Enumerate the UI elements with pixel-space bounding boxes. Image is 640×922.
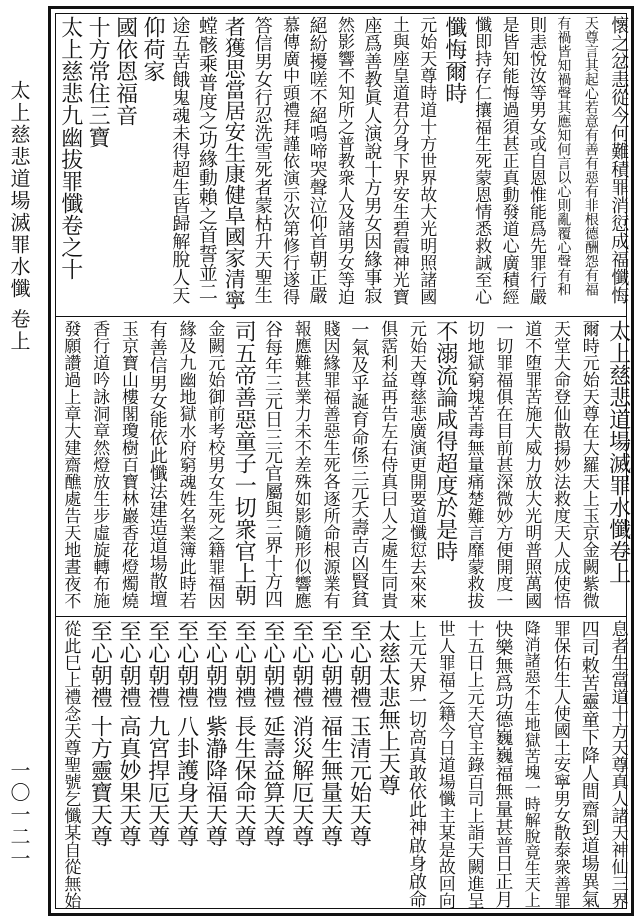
page-frame-inner <box>55 13 631 909</box>
text-column: 答信男女行忍洗雪死者蒙枯升天聖生 <box>251 16 273 304</box>
text-column: 上元天界一切高真敢依此神啟身啟命 <box>406 620 427 908</box>
text-column: 途五苦餓鬼魂未得超生皆歸解脫人天 <box>169 16 191 304</box>
text-column: 絕紛擾嗟不絕鳴啼哭聲泣仰首朝正嚴 <box>306 16 328 304</box>
text-column: 則恚悅汝等男女或自恩惟能爲先罪行嚴 <box>526 16 546 305</box>
text-column: 司五帝善惡童子一切衆官上朝 <box>231 320 257 606</box>
text-column: 十方常住三寶 <box>85 16 111 148</box>
text-column: 慕傳廣中頭禮拜謹依演示次第修行遂得 <box>279 16 300 305</box>
register-divider-1 <box>56 316 626 317</box>
text-column: 有禍皆知禍聲其應知何言以心則亂覆心聲有和 <box>555 16 572 296</box>
text-column: 至心朝禮 紫瀞降福天尊 <box>202 620 228 847</box>
text-column: 者獲思當居安生康健阜國家清寧 <box>222 16 247 310</box>
text-column: 一氣及乎誕育命係三元夭壽吉凶賢貧 <box>348 320 370 608</box>
text-column: 降消諸惡不生地獄苦塊一時解脫竟生天上 <box>522 620 542 908</box>
text-column: 俱霑利益再告左右侍真曰人之處生同貴 <box>377 320 398 609</box>
text-column: 國依恩福音 <box>112 16 138 126</box>
text-column: 然影響不知所之普教衆人及諸男女等迫 <box>334 16 354 305</box>
text-column: 太上慈悲道場滅罪水懺卷上 <box>605 320 631 584</box>
text-column: 十五日上元天官主錄百司上詣天闕進呈 <box>463 620 484 909</box>
spine-title: 太上慈悲道場滅罪水懺 卷上 <box>7 80 31 353</box>
text-column: 世人罪福之籍今日道場懺主某是故回向 <box>434 620 455 909</box>
text-column: 息者生當道十方天尊真人諸天神仙三界 <box>607 620 628 909</box>
text-column: 仰荷家 <box>140 16 165 82</box>
text-column: 至心朝禮 九宮捍厄天尊 <box>144 620 170 847</box>
text-column: 緣及九幽地獄水府窮魂姓名業簿此時若 <box>175 320 196 609</box>
text-column: 爾時元始天尊在大羅天上玉京金闕紫微 <box>578 320 599 609</box>
text-column: 至心朝禮 八卦護身天尊 <box>173 620 199 847</box>
text-column: 太上慈悲九幽拔罪懺卷之十 <box>57 16 83 280</box>
text-column: 元始天尊時道十方世界故大光明照諸國 <box>416 16 437 305</box>
text-column: 玉京寶山樓閣瓊樹百寶林巖香花燈燭燒 <box>118 320 138 609</box>
text-column: 至心朝禮 長生保命天尊 <box>231 620 257 847</box>
text-column: 至心朝禮 十方靈寶天尊 <box>87 620 113 847</box>
text-column: 報應難甚業力未不差殊如影隨形似響應 <box>290 320 311 609</box>
text-column: 金闕元始御前考校男女生死之籍罪福因 <box>204 320 225 609</box>
text-column: 至心朝禮 玉清元始天尊 <box>346 620 372 847</box>
text-column: 有善信男女能依此懺法建造道場散壇 <box>146 320 168 608</box>
text-column: 元始天尊慈悲廣演更開要道懺愆去來來 <box>406 320 426 609</box>
text-column: 土與座皇道君分身下界安生碧霞神光寶 <box>388 16 409 305</box>
text-column: 發願讚過上章大建齋醮處告天地晝夜不 <box>60 320 81 609</box>
text-column: 天堂大命登仙散揚妙法救度天人成使悟 <box>550 320 570 609</box>
text-column: 是皆知能悔過須甚正真動發道心廣積經 <box>498 16 519 305</box>
text-column: 至心朝禮 延壽益算天尊 <box>260 620 285 847</box>
text-column: 道不堕罪苦施大威力放大光明普照萬國 <box>521 320 542 609</box>
text-column: 香行道吟詠洞章然燈放生步虛旋轉布施 <box>89 320 110 609</box>
text-column: 谷每年三元日三元官屬與三界十方四 <box>262 320 283 608</box>
page-frame <box>48 6 634 916</box>
text-column: 四司敕苦靈童下降人間齋到道場異氣 <box>578 620 600 908</box>
text-column: 快樂無爲功德巍巍福無量甚普日正月 <box>492 620 514 908</box>
text-column: 一切罪福俱在目前甚深微妙方便開度一 <box>492 320 513 609</box>
text-column: 懺悔爾時 <box>441 16 467 104</box>
spine-page-number: 一〇一二一 <box>7 760 31 870</box>
text-column: 罪保佑生人使國土安寧男女散泰衆善罪 <box>550 620 570 909</box>
text-column: 不溺流論咸得超度於是時 <box>432 320 458 562</box>
text-column: 座爲善教眞人演說十方男女因緣事寂 <box>361 16 383 304</box>
text-column: 太慈太悲無上天尊 <box>375 620 401 796</box>
text-column: 懺即持存仁攘福生死蒙恩情悉救誠至心 <box>471 16 492 305</box>
register-divider-2 <box>56 616 626 617</box>
text-column: 切地獄窮塊苦毒無量痛楚難言靡蒙救拔 <box>463 320 484 609</box>
text-column: 懷之忿恚從今何難積罪消愆成福懺悔 <box>608 16 630 304</box>
text-column: 賤因緣罪福善惡生死各逐所命根源業有 <box>319 320 340 609</box>
text-column: 至心朝禮 高真妙果天尊 <box>116 620 141 847</box>
text-column: 從此巳上禮念天尊聖號乞懺某自從無始 <box>60 620 81 909</box>
text-column: 天尊言其起心若意有善有惡有非根德酬怨有福 <box>582 16 599 296</box>
text-column: 至心朝禮 福生無量天尊 <box>317 620 343 847</box>
text-column: 至心朝禮 消災解厄天尊 <box>288 620 314 847</box>
text-column: 螳骸乘普度之功緣動賴之首誓並二 <box>195 16 218 301</box>
